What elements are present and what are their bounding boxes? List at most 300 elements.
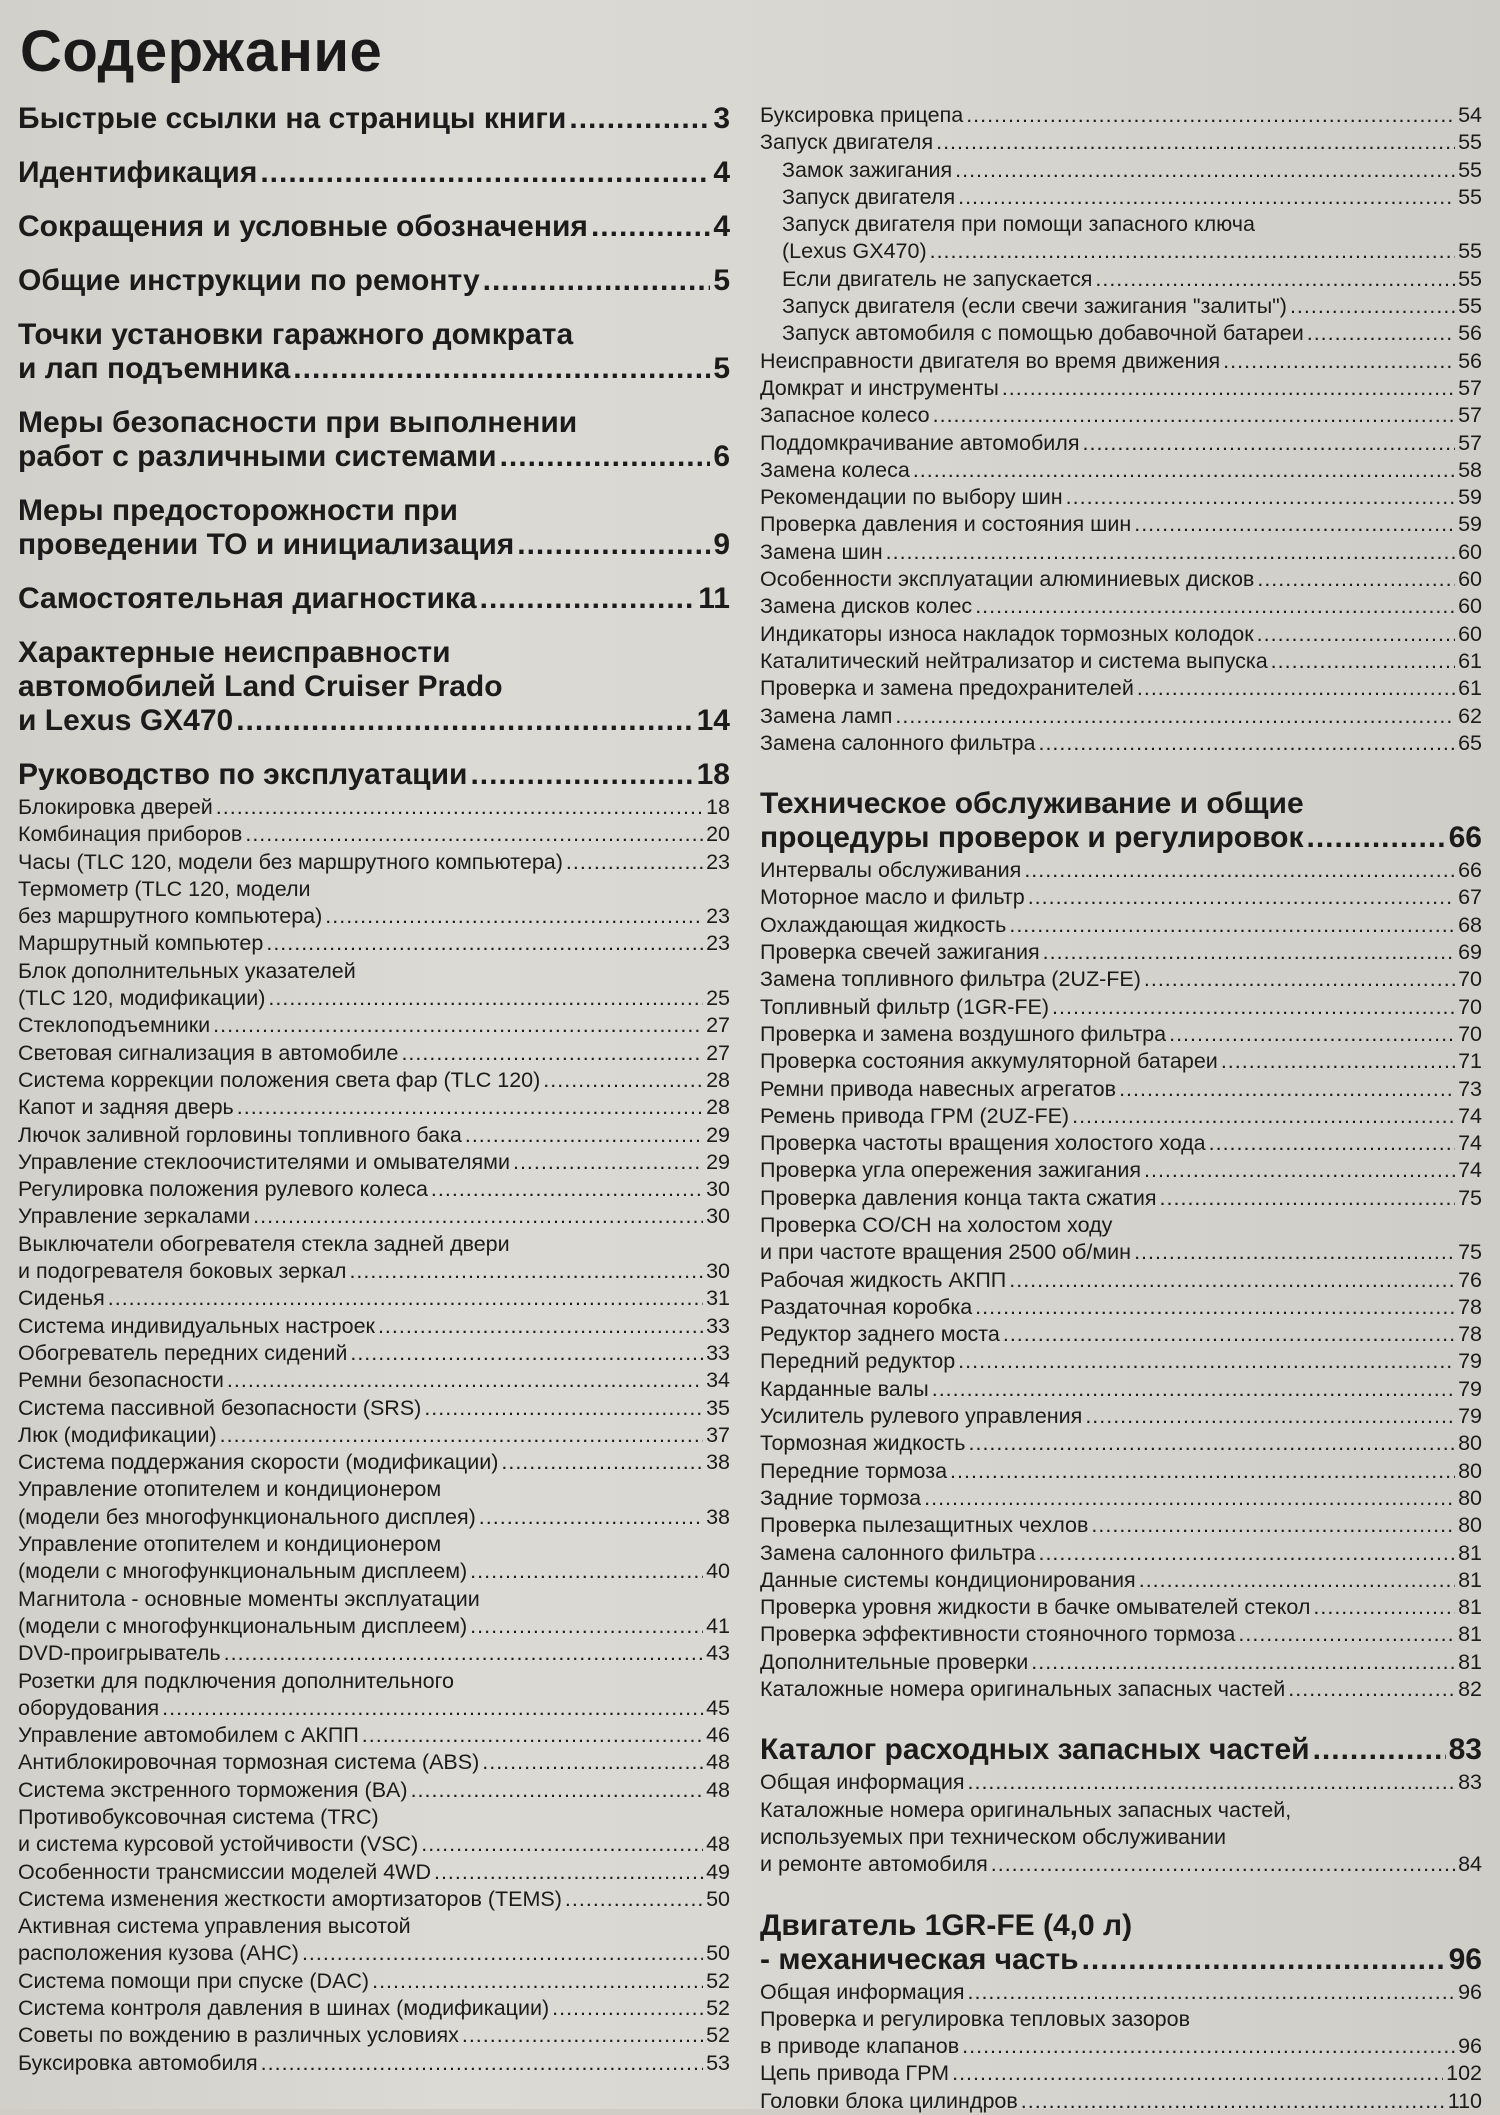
toc-entry-label: Общая информация (760, 1979, 965, 2004)
toc-page-number: 66 (1458, 858, 1482, 883)
toc-page-number: 53 (706, 2050, 730, 2075)
toc-entry-label: Система экстренного торможения (BA) (18, 1777, 408, 1802)
toc-major-entry[interactable] (18, 318, 730, 386)
toc-page-number: 84 (1458, 1852, 1482, 1877)
toc-entry[interactable] (18, 1859, 730, 1886)
dot-leader (362, 1722, 703, 1749)
dot-leader (480, 582, 696, 616)
toc-entry-row (760, 566, 1482, 593)
spacer (760, 1879, 1482, 1903)
toc-page-number: 33 (706, 1340, 730, 1365)
toc-entry[interactable] (760, 857, 1482, 884)
toc-entry[interactable] (18, 821, 730, 848)
toc-entry[interactable] (760, 1769, 1482, 1796)
toc-page-number: 57 (1458, 430, 1482, 455)
toc-entry[interactable] (760, 457, 1482, 484)
toc-entry-label: (модели без многофункционального дисплея) (18, 1504, 476, 1529)
toc-entry[interactable] (760, 157, 1482, 184)
toc-page-number: 14 (696, 704, 730, 737)
toc-page-number: 30 (706, 1259, 730, 1284)
toc-entry-label: Замок зажигания (782, 157, 953, 182)
toc-entry-row (760, 675, 1482, 702)
dot-leader (1313, 1733, 1446, 1767)
toc-page-number: 96 (1458, 1979, 1482, 2004)
dot-leader (1119, 1076, 1455, 1103)
toc-entry-label: Домкрат и инструменты (760, 375, 999, 400)
toc-entry[interactable] (760, 1076, 1482, 1103)
toc-major-entry[interactable] (18, 210, 730, 244)
toc-entry[interactable] (760, 1676, 1482, 1703)
toc-page-number: 80 (1458, 1431, 1482, 1456)
toc-entry[interactable] (760, 994, 1482, 1021)
toc-page-number: 110 (1447, 2088, 1482, 2113)
toc-entry[interactable] (18, 1640, 730, 1667)
toc-entry-line: Запуск двигателя при помощи запасного ключа (782, 212, 1255, 237)
toc-entry[interactable] (760, 884, 1482, 911)
toc-entry-line: Блок дополнительных указателей (18, 958, 356, 983)
toc-page-number: 56 (1458, 321, 1482, 346)
toc-entry[interactable] (18, 1586, 730, 1641)
toc-page-number: 74 (1458, 1131, 1482, 1156)
dot-leader (261, 2050, 703, 2077)
toc-page-number: 41 (706, 1613, 730, 1638)
dot-leader (266, 930, 703, 957)
toc-page-number: 38 (706, 1450, 730, 1475)
toc-entry-label: Маршрутный компьютер (18, 931, 264, 956)
toc-entry-row (760, 1621, 1482, 1648)
dot-leader (932, 1376, 1455, 1403)
toc-entry[interactable] (18, 1531, 730, 1586)
dot-leader (924, 1485, 1455, 1512)
toc-page-number: 48 (706, 1832, 730, 1857)
toc-page-number: 81 (1458, 1540, 1482, 1565)
toc-entry[interactable] (18, 1722, 730, 1749)
toc-entry-label: процедуры проверок и регулировок (760, 821, 1304, 855)
toc-entry[interactable] (18, 1122, 730, 1149)
toc-page-number: 75 (1458, 1240, 1482, 1265)
toc-entry[interactable] (760, 703, 1482, 730)
toc-entry[interactable] (760, 1048, 1482, 1075)
toc-major-entry[interactable] (18, 156, 730, 190)
toc-entry[interactable] (760, 621, 1482, 648)
toc-section-heading[interactable] (760, 787, 1482, 855)
toc-major-entry[interactable] (18, 102, 730, 136)
toc-entry-label: Редуктор заднего моста (760, 1322, 1000, 1347)
toc-entry-label: Быстрые ссылки на страницы книги (18, 102, 567, 135)
toc-entry[interactable] (760, 102, 1482, 129)
toc-entry-row (760, 1267, 1482, 1294)
toc-entry-row (18, 1258, 730, 1285)
toc-major-entry[interactable] (18, 582, 730, 616)
toc-entry[interactable] (760, 1979, 1482, 2006)
toc-entry-row (760, 1485, 1482, 1512)
toc-entry-row (18, 849, 730, 876)
toc-entry[interactable] (760, 1540, 1482, 1567)
toc-entry[interactable] (760, 648, 1482, 675)
dot-leader (500, 440, 711, 474)
toc-page-number: 65 (1458, 730, 1482, 755)
toc-entry-line: Двигатель 1GR-FE (4,0 л) (760, 1908, 1133, 1942)
toc-entry-row (760, 994, 1482, 1021)
toc-entry[interactable] (18, 1367, 730, 1394)
toc-entry[interactable] (760, 2006, 1482, 2061)
toc-entry[interactable] (18, 1886, 730, 1913)
toc-entry-row (760, 1130, 1482, 1157)
toc-entry-line: Розетки для подключения дополнительного (18, 1668, 454, 1693)
toc-page-number: 80 (1458, 1485, 1482, 1510)
dot-leader (268, 985, 703, 1012)
dot-leader (1238, 1621, 1455, 1648)
toc-page-number: 60 (1458, 594, 1482, 619)
toc-entry[interactable] (760, 2060, 1482, 2087)
dot-leader (227, 1367, 703, 1394)
toc-entry[interactable] (760, 1376, 1482, 1403)
toc-entry-row (760, 457, 1482, 484)
toc-entry[interactable] (18, 1012, 730, 1039)
toc-page-number: 5 (713, 352, 730, 385)
toc-entry[interactable] (18, 1422, 730, 1449)
toc-entry-row (18, 352, 730, 386)
toc-entry-row (760, 1185, 1482, 1212)
toc-entry[interactable] (760, 320, 1482, 347)
toc-entry-row (18, 2050, 730, 2077)
toc-page-number: 20 (706, 822, 730, 847)
toc-entry[interactable] (760, 184, 1482, 211)
toc-major-entry[interactable] (18, 264, 730, 298)
toc-entry[interactable] (18, 876, 730, 931)
toc-page-number: 55 (1458, 266, 1482, 291)
dot-leader (930, 238, 1455, 265)
dot-leader (975, 593, 1455, 620)
toc-entry-row (18, 1558, 730, 1585)
toc-entry[interactable] (18, 1668, 730, 1723)
toc-entry-label: Запасное колесо (760, 403, 930, 428)
toc-entry-label: Рабочая жидкость АКПП (760, 1267, 1007, 1292)
toc-entry-row (782, 184, 1482, 211)
toc-entry[interactable] (760, 1567, 1482, 1594)
dot-leader (245, 821, 703, 848)
toc-entry-row (760, 821, 1482, 855)
toc-page-number: 34 (706, 1368, 730, 1393)
toc-entry[interactable] (760, 129, 1482, 156)
toc-entry-row (760, 884, 1482, 911)
dot-leader (1043, 939, 1455, 966)
toc-entry-label: без маршрутного компьютера) (18, 904, 323, 929)
dot-leader (162, 1695, 703, 1722)
dot-leader (513, 1149, 703, 1176)
toc-entry-label: Запуск двигателя (если свечи зажигания "залиты") (782, 294, 1287, 319)
toc-page-number: 30 (706, 1177, 730, 1202)
toc-entry-row (760, 1979, 1482, 2006)
toc-entry[interactable] (18, 1995, 730, 2022)
toc-page-number: 70 (1458, 994, 1482, 1019)
toc-entry[interactable] (18, 958, 730, 1013)
toc-entry-row (760, 1649, 1482, 1676)
toc-entry[interactable] (18, 1285, 730, 1312)
toc-section-heading[interactable] (760, 1733, 1482, 1767)
toc-entry-label: Проверка пылезащитных чехлов (760, 1513, 1089, 1538)
dot-leader (566, 849, 703, 876)
toc-entry[interactable] (760, 912, 1482, 939)
dot-leader (1137, 675, 1455, 702)
toc-entry[interactable] (18, 1040, 730, 1067)
dot-leader (260, 156, 710, 190)
toc-entry-row (18, 1859, 730, 1886)
toc-entry-row (760, 539, 1482, 566)
toc-entry[interactable] (760, 1103, 1482, 1130)
toc-entry[interactable] (760, 566, 1482, 593)
toc-entry-label: Проверка давления конца такта сжатия (760, 1185, 1157, 1210)
toc-entry[interactable] (760, 539, 1482, 566)
toc-entry-line: Магнитола - основные моменты эксплуатации (18, 1586, 480, 1611)
toc-entry[interactable] (18, 1804, 730, 1859)
toc-entry-label: проведении ТО и инициализация (18, 528, 515, 561)
toc-entry[interactable] (760, 348, 1482, 375)
dot-leader (213, 1012, 703, 1039)
toc-entry-row (18, 528, 730, 562)
spacer (760, 757, 1482, 781)
toc-page-number: 30 (706, 1204, 730, 1229)
toc-entry-label: Замена ламп (760, 703, 893, 728)
toc-page-number: 61 (1458, 676, 1482, 701)
toc-entry[interactable] (760, 430, 1482, 457)
toc-entry[interactable] (18, 1094, 730, 1121)
dot-leader (372, 1968, 703, 1995)
toc-entry-label: Замена шин (760, 539, 883, 564)
toc-page-number: 23 (706, 904, 730, 929)
toc-entry[interactable] (760, 1458, 1482, 1485)
toc-entry-row (18, 1367, 730, 1394)
toc-page-number: 102 (1446, 2061, 1482, 2086)
toc-entry-label: Управление зеркалами (18, 1204, 251, 1229)
toc-entry-row (18, 1176, 730, 1203)
toc-entry-row (782, 157, 1482, 184)
dot-leader (1313, 1594, 1455, 1621)
toc-page-number: 52 (706, 1996, 730, 2021)
toc-entry[interactable] (760, 1621, 1482, 1648)
toc-entry-line: автомобилей Land Cruiser Prado (18, 670, 503, 703)
toc-entry-label: Проверка состояния аккумуляторной батареи (760, 1049, 1218, 1074)
toc-page-number: 73 (1458, 1076, 1482, 1101)
toc-entry[interactable] (760, 211, 1482, 266)
toc-page-number: 33 (706, 1313, 730, 1338)
dot-leader (1095, 266, 1455, 293)
toc-entry[interactable] (760, 293, 1482, 320)
toc-section-heading[interactable] (18, 758, 730, 792)
toc-entry-row (760, 1103, 1482, 1130)
toc-entry[interactable] (760, 1021, 1482, 1048)
toc-entry[interactable] (18, 2050, 730, 2077)
toc-page-number: 75 (1458, 1185, 1482, 1210)
toc-entry[interactable] (18, 794, 730, 821)
toc-entry[interactable] (760, 511, 1482, 538)
toc-entry[interactable] (760, 675, 1482, 702)
toc-entry[interactable] (760, 1797, 1482, 1879)
toc-page-number: 69 (1458, 940, 1482, 965)
toc-page-number: 96 (1448, 1942, 1482, 1976)
toc-entry[interactable] (18, 930, 730, 957)
toc-entry[interactable] (760, 1594, 1482, 1621)
toc-entry[interactable] (18, 1777, 730, 1804)
toc-entry-label: Идентификация (18, 156, 258, 189)
toc-entry-row (760, 430, 1482, 457)
toc-entry[interactable] (760, 730, 1482, 757)
toc-entry[interactable] (18, 1749, 730, 1776)
toc-entry[interactable] (18, 1340, 730, 1367)
toc-entry-row (18, 1995, 730, 2022)
toc-entry-row (18, 1340, 730, 1367)
toc-entry-row (760, 1403, 1482, 1430)
dot-leader (108, 1285, 703, 1312)
toc-entry-row (18, 1122, 730, 1149)
dot-leader (1038, 730, 1455, 757)
toc-entry[interactable] (18, 1203, 730, 1230)
toc-entry-label: Буксировка автомобиля (18, 2050, 258, 2075)
toc-entry[interactable] (18, 1476, 730, 1531)
dot-leader (968, 1769, 1456, 1796)
toc-page-number: 74 (1458, 1158, 1482, 1183)
toc-entry-label: (TLC 120, модификации) (18, 986, 266, 1011)
toc-entry[interactable] (760, 1185, 1482, 1212)
toc-entry[interactable] (760, 484, 1482, 511)
toc-entry-row (760, 1321, 1482, 1348)
toc-entry-row (760, 939, 1482, 966)
toc-major-entry[interactable] (18, 636, 730, 738)
dot-leader (968, 1979, 1456, 2006)
toc-entry-label: (модели с многофункциональным дисплеем) (18, 1613, 468, 1638)
toc-page-number: 23 (706, 849, 730, 874)
dot-leader (236, 704, 693, 738)
toc-entry-label: Замена колеса (760, 457, 910, 482)
toc-entry-label: Буксировка прицепа (760, 103, 964, 127)
toc-entry-label: Блокировка дверей (18, 795, 213, 819)
dot-leader (1134, 1239, 1455, 1266)
toc-entry[interactable] (760, 1348, 1482, 1375)
toc-entry[interactable] (18, 1395, 730, 1422)
toc-entry[interactable] (760, 1130, 1482, 1157)
toc-entry[interactable] (760, 1294, 1482, 1321)
dot-leader (1223, 348, 1455, 375)
dot-leader (1083, 430, 1456, 457)
dot-leader (1072, 1103, 1455, 1130)
toc-entry[interactable] (760, 1649, 1482, 1676)
toc-page-number: 78 (1458, 1322, 1482, 1347)
dot-leader (302, 1940, 703, 1967)
dot-leader (470, 1558, 703, 1585)
toc-entry[interactable] (760, 1403, 1482, 1430)
toc-page-number: 60 (1458, 567, 1482, 592)
toc-entry-label: Особенности трансмиссии моделей 4WD (18, 1859, 431, 1884)
toc-entry[interactable] (760, 1430, 1482, 1457)
toc-entry[interactable] (760, 1485, 1482, 1512)
dot-leader (1144, 966, 1455, 993)
toc-entry[interactable] (760, 1512, 1482, 1539)
toc-entry[interactable] (760, 266, 1482, 293)
dot-leader (950, 1458, 1455, 1485)
toc-entry-line: используемых при техническом обслуживании (760, 1824, 1226, 1849)
toc-page-number: 43 (706, 1641, 730, 1666)
toc-entry[interactable] (18, 1313, 730, 1340)
toc-entry-label: и Lexus GX470 (18, 704, 234, 737)
dot-leader (293, 352, 710, 386)
toc-entry[interactable] (760, 402, 1482, 429)
dot-leader (1009, 912, 1455, 939)
toc-entry[interactable] (760, 1321, 1482, 1348)
toc-entry[interactable] (760, 2088, 1482, 2115)
dot-leader (958, 184, 1455, 211)
toc-section-heading[interactable] (760, 1909, 1482, 1977)
toc-entry-row (18, 2022, 730, 2049)
dot-leader (470, 1613, 703, 1640)
dot-leader (895, 703, 1455, 730)
toc-entry-label: Антиблокировочная тормозная система (ABS) (18, 1750, 480, 1775)
toc-page-number: 52 (706, 2023, 730, 2048)
dot-leader (1002, 375, 1455, 402)
toc-entry-row (18, 1722, 730, 1749)
toc-major-entry[interactable] (18, 494, 730, 562)
dot-leader (569, 102, 710, 136)
toc-entry[interactable] (18, 1968, 730, 1995)
toc-page-number: 5 (713, 264, 730, 297)
toc-entry[interactable] (18, 1913, 730, 1968)
toc-entry[interactable] (760, 375, 1482, 402)
dot-leader (479, 1504, 703, 1531)
toc-entry[interactable] (18, 1149, 730, 1176)
toc-page-number: 56 (1458, 348, 1482, 373)
toc-entry-label: Раздаточная коробка (760, 1294, 973, 1319)
toc-entry[interactable] (760, 1267, 1482, 1294)
toc-entry-label: Люк (модификации) (18, 1422, 217, 1447)
toc-entry[interactable] (760, 1157, 1482, 1184)
toc-page-number: 48 (706, 1777, 730, 1802)
toc-entry[interactable] (18, 1231, 730, 1286)
toc-entry-line: Техническое обслуживание и общие (760, 787, 1304, 821)
toc-entry-row (18, 1777, 730, 1804)
toc-entry-row (760, 1594, 1482, 1621)
toc-entry[interactable] (760, 593, 1482, 620)
toc-entry[interactable] (18, 1067, 730, 1094)
toc-page-number: 83 (1448, 1733, 1482, 1767)
toc-entry-label: Сиденья (18, 1286, 105, 1311)
toc-page-number: 81 (1458, 1649, 1482, 1674)
toc-major-entry[interactable] (18, 406, 730, 474)
toc-page-number: 71 (1458, 1049, 1482, 1074)
toc-entry-row (18, 102, 730, 136)
toc-page-number: 50 (706, 1886, 730, 1911)
dot-leader (1082, 1943, 1446, 1977)
toc-entry[interactable] (760, 966, 1482, 993)
toc-page-number: 3 (713, 102, 730, 135)
toc-page-number: 37 (706, 1422, 730, 1447)
dot-leader (378, 1313, 703, 1340)
dot-leader (1028, 884, 1455, 911)
toc-entry[interactable] (760, 1212, 1482, 1267)
toc-page-number: 11 (698, 582, 730, 615)
toc-entry-row (18, 1940, 730, 1967)
toc-entry[interactable] (18, 1449, 730, 1476)
dot-leader (483, 264, 711, 298)
toc-entry[interactable] (18, 849, 730, 876)
toc-entry-row (760, 375, 1482, 402)
toc-entry[interactable] (760, 939, 1482, 966)
dot-leader (1024, 857, 1455, 884)
dot-leader (434, 1859, 703, 1886)
toc-entry-row (782, 293, 1482, 320)
toc-entry-line: Выключатели обогревателя стекла задней двери (18, 1231, 510, 1256)
toc-entry[interactable] (18, 2022, 730, 2049)
toc-entry[interactable] (18, 1176, 730, 1203)
toc-entry-row (760, 1348, 1482, 1375)
